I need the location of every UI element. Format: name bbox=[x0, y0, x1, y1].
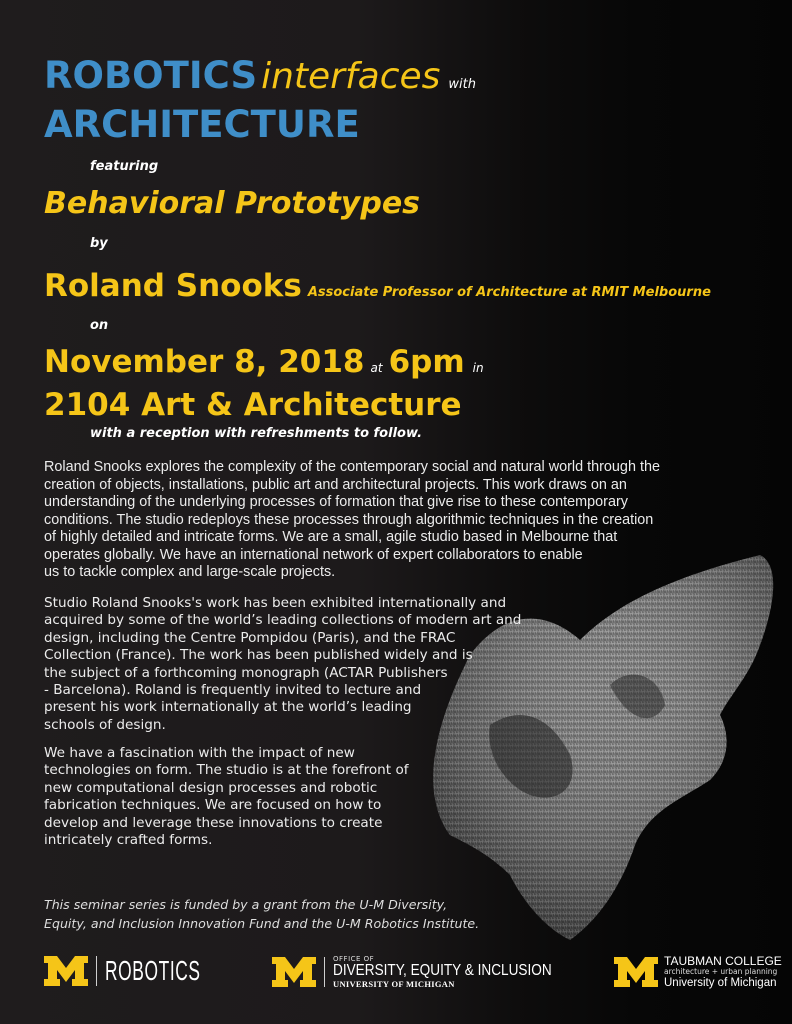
paragraph-line: acquired by some of the world’s leading collections of modern art and bbox=[44, 612, 522, 629]
talk-title: Behavioral Prototypes bbox=[44, 186, 421, 221]
dei-logo bbox=[272, 955, 590, 989]
in-label: in bbox=[472, 361, 484, 375]
title-architecture: ARCHITECTURE bbox=[44, 103, 360, 146]
event-location: 2104 Art & Architecture bbox=[44, 387, 462, 423]
paragraph-line: creation of objects, installations, public art and architectural projects. This work draws on an bbox=[44, 476, 627, 493]
paragraph-line: intricately crafted forms. bbox=[44, 832, 213, 849]
title-line-1 bbox=[44, 54, 476, 97]
paragraph-line: We have a fascination with the impact of new bbox=[44, 745, 355, 761]
funding-line: This seminar series is funded by a grant from the U-M Diversity, bbox=[44, 897, 448, 912]
taubman-college: TAUBMAN COLLEGE bbox=[664, 954, 782, 968]
paragraph-line: technologies on form. The studio is at the forefront of bbox=[44, 762, 409, 779]
speaker-line bbox=[44, 268, 711, 304]
paragraph-line: new computational design processes and robotic bbox=[44, 779, 378, 796]
funding-note bbox=[44, 895, 479, 933]
title-robotics: ROBOTICS bbox=[44, 54, 258, 97]
title-with: with bbox=[448, 77, 477, 92]
reception-note: with a reception with refreshments to follow. bbox=[90, 426, 423, 441]
dei-name: DIVERSITY, EQUITY & INCLUSION bbox=[333, 962, 552, 979]
robotics-logo bbox=[44, 955, 259, 987]
event-datetime bbox=[44, 344, 484, 380]
paragraph-line: develop and leverage these innovations to create bbox=[44, 814, 383, 831]
taubman-subtitle: architecture + urban planning bbox=[664, 967, 778, 976]
by-label: by bbox=[90, 236, 108, 251]
paragraph-3 bbox=[44, 745, 454, 849]
paragraph-line: Roland Snooks explores the complexity of the contemporary social and natural world through the bbox=[44, 459, 660, 475]
paragraph-line: of highly detailed and intricate forms. We are a small, agile studio based in Melbourne that bbox=[44, 529, 618, 545]
funding-line: Equity, and Inclusion Innovation Fund and the U-M Robotics Institute. bbox=[44, 916, 480, 931]
logo-divider bbox=[96, 956, 97, 986]
paragraph-line: operates globally. We have an international network of expert collaborators to enable bbox=[44, 546, 583, 563]
featuring-label: featuring bbox=[90, 159, 159, 174]
title-interfaces: interfaces bbox=[261, 56, 441, 97]
paragraph-2 bbox=[44, 595, 524, 734]
paragraph-line: Collection (France). The work has been published widely and is bbox=[44, 647, 473, 664]
paragraph-1 bbox=[44, 459, 724, 582]
paragraph-line: schools of design. bbox=[44, 716, 166, 733]
logo-divider bbox=[324, 957, 325, 987]
paragraph-line: us to tackle complex and large-scale projects. bbox=[44, 564, 336, 580]
speaker-position: Associate Professor of Architecture at RMIT Melbourne bbox=[307, 285, 711, 300]
paragraph-line: design, including the Centre Pompidou (Paris), and the FRAC bbox=[44, 629, 456, 646]
dei-office-of: OFFICE OF bbox=[333, 955, 375, 963]
event-time: 6pm bbox=[388, 344, 465, 380]
paragraph-line: the subject of a forthcoming monograph (ACTAR Publishers bbox=[44, 664, 448, 681]
paragraph-line: fabrication techniques. We are focused on how to bbox=[44, 797, 382, 814]
paragraph-line: present his work internationally at the world’s leading bbox=[44, 699, 412, 716]
block-m-icon bbox=[272, 957, 316, 987]
taubman-university: University of Michigan bbox=[664, 977, 777, 989]
at-label: at bbox=[370, 361, 383, 375]
paragraph-line: Studio Roland Snooks's work has been exhibited internationally and bbox=[44, 595, 507, 611]
block-m-icon bbox=[44, 956, 88, 986]
on-label: on bbox=[90, 318, 109, 333]
paragraph-line: - Barcelona). Roland is frequently invited to lecture and bbox=[44, 682, 422, 699]
paragraph-line: understanding of the underlying processes of formation that give rise to these contemporary bbox=[44, 494, 628, 510]
block-m-icon bbox=[614, 957, 658, 987]
event-date: November 8, 2018 bbox=[44, 344, 365, 380]
dei-university: UNIVERSITY OF MICHIGAN bbox=[333, 979, 455, 989]
taubman-logo bbox=[614, 955, 782, 989]
speaker-name: Roland Snooks bbox=[44, 268, 302, 304]
paragraph-line: conditions. The studio redeploys these processes through algorithmic techniques in the creation bbox=[44, 511, 654, 528]
robotics-logo-text: ROBOTICS bbox=[105, 955, 201, 986]
